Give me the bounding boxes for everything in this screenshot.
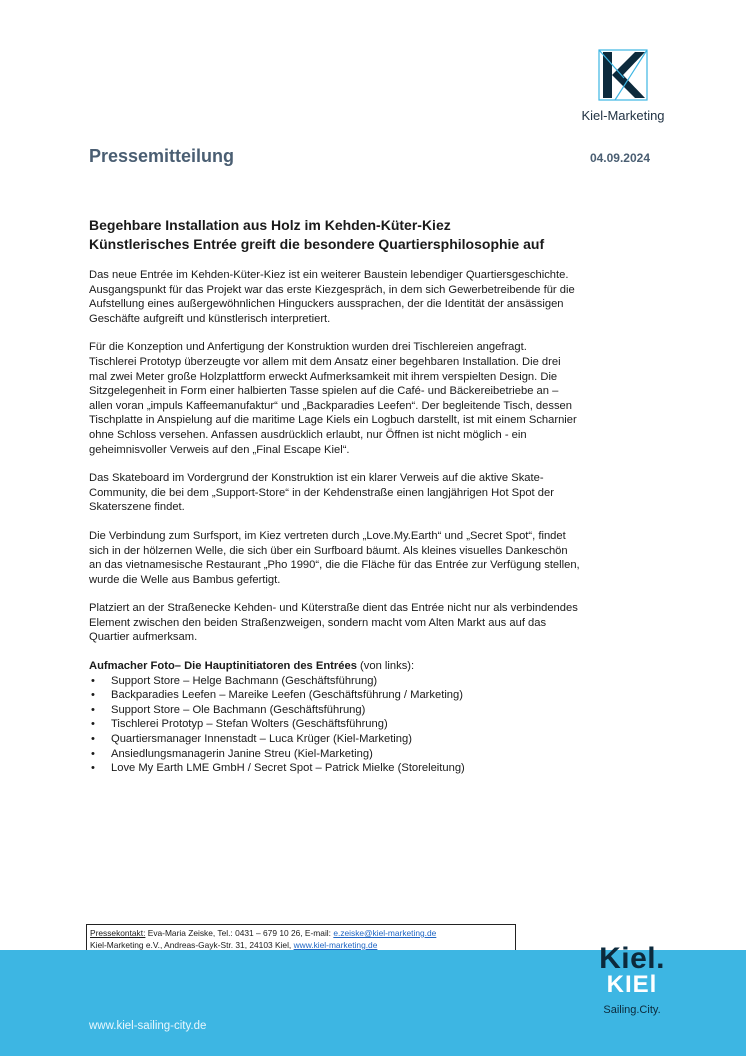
text-line: Platziert an der Straßenecke Kehden- und Küterstraße dient das Entrée nicht nur als verbindendes (89, 602, 578, 615)
text-line: Die Verbindung zum Surfsport, im Kiez vertreten durch „Love.My.Earth“ und „Secret Spot“, findet (89, 529, 566, 542)
list-item: • Backparadies Leefen – Mareike Leefen (Geschäftsführung / Marketing) (89, 688, 655, 703)
list-item: • Support Store – Helge Bachmann (Geschäftsführung) (89, 674, 655, 689)
kiel-marketing-logo (572, 48, 674, 123)
paragraph-1 (89, 268, 655, 326)
headline (89, 216, 655, 254)
kiel-wordmark: Kiel. (599, 942, 665, 975)
text-line: geheimnisvoller Verweis auf den „Final Escape Kiel“. (89, 443, 350, 456)
text-line: mal zwei Meter große Holzplattform erweckt Aufmerksamkeit mit ihrem verspielten Design. Die (89, 370, 558, 383)
list-item: • Love My Earth LME GmbH / Secret Spot – Patrick Mielke (Storeleitung) (89, 761, 655, 776)
text-line: Element zwischen den beiden Straßenzweigen, sondern macht vom Alten Markt aus auf das (89, 616, 547, 629)
text-line: Für die Konzeption und Anfertigung der Konstruktion wurden drei Tischlereien angefragt. (89, 341, 527, 354)
footer-url[interactable]: www.kiel-sailing-city.de (89, 1020, 207, 1032)
headline-line-1: Begehbare Installation aus Holz im Kehden-Küter-Kiez (89, 217, 451, 233)
text-line: Das Skateboard im Vordergrund der Konstruktion ist ein klarer Verweis auf die aktive Skate- (89, 472, 544, 485)
text-line: Tischlerei Prototyp überzeugte vor allem mit dem Ansatz einer begehbaren Installation. Die drei (89, 355, 561, 368)
text-line: Sitzgelegenheit in Form einer halbierten Tasse spielen auf die Café- und Bäckereibetriebe an – (89, 385, 559, 398)
website-link[interactable]: www.kiel-marketing.de (293, 940, 378, 950)
text-line: Skaterszene findet. (89, 501, 185, 514)
initiators-list (89, 674, 655, 776)
list-item: • Quartiersmanager Innenstadt – Luca Krüger (Kiel-Marketing) (89, 732, 655, 747)
text-line: allen voran „impuls Kaffeemanufaktur“ und „Backparadies Leefen“. Der begleitende Tisch, dessen (89, 399, 572, 412)
kiel-sailing-city-logo (592, 944, 672, 1016)
headline-line-2: Künstlerisches Entrée greift die besondere Quartiersphilosophie auf (89, 236, 545, 252)
photo-caption-heading (89, 659, 655, 674)
text-line: Community, die bei dem „Support-Store“ in der Kehdenstraße einen langjährigen Hot Spot der (89, 486, 554, 499)
paragraph-5 (89, 601, 655, 645)
page-title: Pressemitteilung (89, 146, 235, 166)
text-line: Geschäfte aufgreift und künstlerisch interpretiert. (89, 312, 331, 325)
contact-label: Pressekontakt: (90, 928, 146, 938)
contact-address: Kiel-Marketing e.V., Andreas-Gayk-Str. 31, 24103 Kiel, (90, 940, 294, 950)
text-line: Quartier aufmerksam. (89, 631, 198, 644)
brand-name: Kiel-Marketing (581, 108, 665, 123)
contact-email-link[interactable]: e.zeiske@kiel-marketing.de (333, 928, 437, 938)
release-date: 04.09.2024 (589, 151, 650, 165)
paragraph-4 (89, 529, 655, 587)
list-item: • Support Store – Ole Bachmann (Geschäftsführung) (89, 703, 655, 718)
contact-line-1 (90, 927, 512, 939)
list-item: • Tischlerei Prototyp – Stefan Wolters (Geschäftsführung) (89, 717, 655, 732)
list-item: • Ansiedlungsmanagerin Janine Streu (Kiel-Marketing) (89, 747, 655, 762)
photo-caption-suffix: (von links): (356, 660, 415, 673)
text-line: wurde die Welle aus Bambus gefertigt. (89, 573, 281, 586)
text-line: Tischplatte in Anspielung auf die maritime Lage Kiels ein Logbuch darstellt, ist mit einem Scharnier (89, 414, 577, 427)
photo-caption (89, 659, 655, 776)
contact-person: Eva-Maria Zeiske, Tel.: 0431 – 679 10 26, E-mail: (145, 928, 334, 938)
press-release-body (89, 216, 655, 776)
text-line: an das vietnamesische Restaurant „Pho 1990“, die die Fläche für das Entrée zur Verfügung stellen, (89, 559, 580, 572)
photo-caption-title: Aufmacher Foto– Die Hauptinitiatoren des Entrées (89, 660, 357, 673)
text-line: ohne Schloss versehen. Anfassen ausdrücklich erlaubt, nur Öffnen ist nicht möglich - ein (89, 428, 527, 441)
text-line: sich in der hölzernen Welle, die sich über ein Surfboard bäumt. Als kleines visuelles Dankeschön (89, 544, 568, 557)
text-line: Ausgangspunkt für das Projekt war das erste Kiezgespräch, in dem sich Gewerbetreibende für die (89, 283, 575, 296)
kiel-mirror-wordmark: KIEl (606, 971, 658, 998)
text-line: Das neue Entrée im Kehden-Küter-Kiez ist ein weiterer Baustein lebendiger Quartiersgeschichte. (89, 269, 569, 281)
paragraph-3 (89, 471, 655, 515)
km-logo-icon (597, 48, 649, 102)
text-line: Aufstellung eines außergewöhnlichen Hinguckers aussprachen, der die Identität der ansässigen (89, 298, 564, 311)
paragraph-2 (89, 340, 655, 457)
kiel-tagline: Sailing.City. (603, 1004, 661, 1016)
